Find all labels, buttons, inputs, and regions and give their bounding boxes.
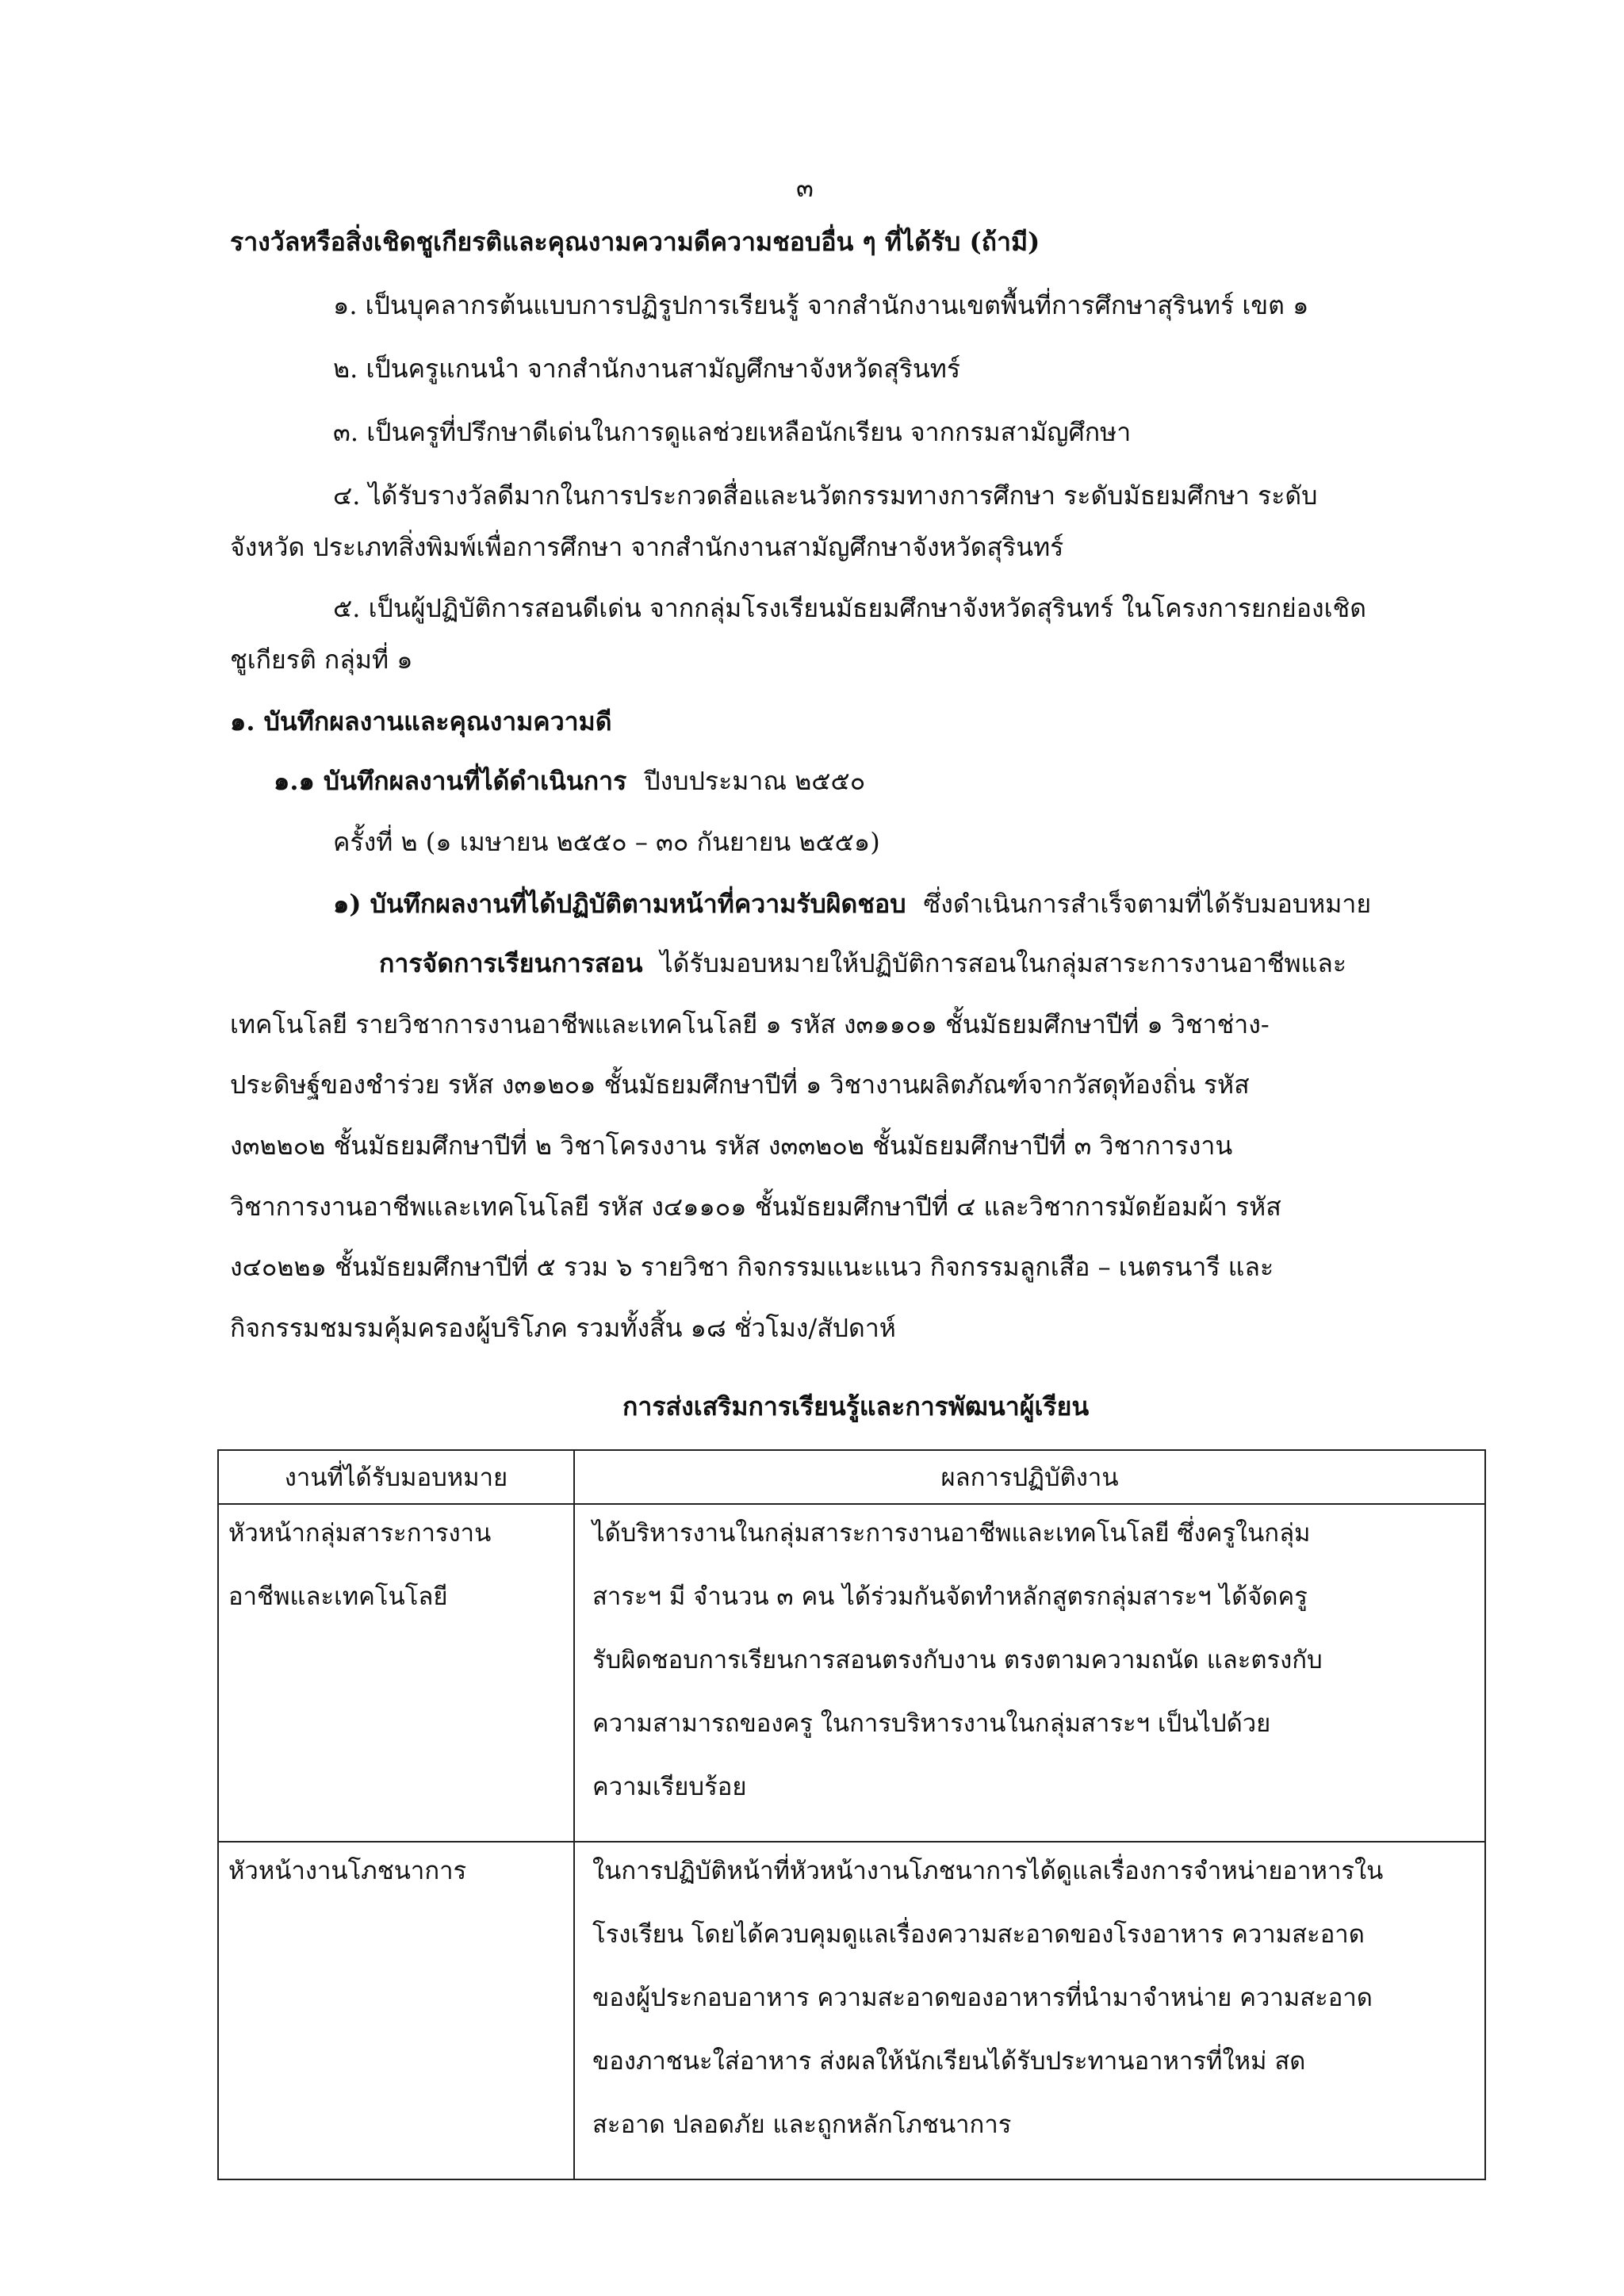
teaching-text: ได้รับมอบหมายให้ปฏิบัติการสอนในกลุ่มสาระการงานอาชีพและ: [660, 948, 1347, 978]
award-item: ๕. เป็นผู้ปฏิบัติการสอนดีเด่น จากกลุ่มโรงเรียนมัธยมศึกษาจังหวัดสุรินทร์ ในโครงการยกย่องเชิด: [333, 593, 1367, 623]
result-line: ของผู้ประกอบอาหาร ความสะอาดของอาหารที่นำมาจำหน่าย ความสะอาด: [592, 1984, 1373, 2012]
task-cell: [218, 1504, 574, 1842]
duty-description: ซึ่งดำเนินการสำเร็จตามที่ได้รับมอบหมาย: [923, 889, 1372, 919]
header-performance-result: ผลการปฏิบัติงาน: [574, 1450, 1485, 1504]
task-cell: [218, 1842, 574, 2179]
result-line: สาระฯ มี จำนวน ๓ คน ได้ร่วมกันจัดทำหลักสูตรกลุ่มสาระฯ ได้จัดครู: [592, 1582, 1308, 1611]
table-row: [218, 1842, 1485, 2179]
page-number: ๓: [796, 173, 814, 203]
budget-year: ปีงบประมาณ ๒๕๕๐: [644, 766, 866, 796]
award-item: ๔. ได้รับรางวัลดีมากในการประกวดสื่อและนวัตกรรมทางการศึกษา ระดับมัธยมศึกษา ระดับ: [333, 480, 1318, 511]
task-line: หัวหน้ากลุ่มสาระการงาน: [228, 1519, 492, 1548]
result-line: ของภาชนะใส่อาหาร ส่งผลให้นักเรียนได้รับประทานอาหารที่ใหม่ สด: [592, 2047, 1306, 2076]
table-row: [218, 1504, 1485, 1842]
result-line: รับผิดชอบการเรียนการสอนตรงกับงาน ตรงตามความถนัด และตรงกับ: [592, 1646, 1323, 1674]
teaching-text: ง๓๒๒๐๒ ชั้นมัธยมศึกษาปีที่ ๒ วิชาโครงงาน รหัส ง๓๓๒๐๒ ชั้นมัธยมศึกษาปีที่ ๓ วิชาการงาน: [230, 1131, 1233, 1161]
header-assigned-task: งานที่ได้รับมอบหมาย: [218, 1450, 574, 1504]
teaching-text: ประดิษฐ์ของชำร่วย รหัส ง๓๑๒๐๑ ชั้นมัธยมศึกษาปีที่ ๑ วิชางานผลิตภัณฑ์จากวัสดุท้องถิ่น รหัส: [230, 1070, 1250, 1100]
awards-heading: รางวัลหรือสิ่งเชิดชูเกียรติและคุณงามความดีความชอบอื่น ๆ ที่ได้รับ (ถ้ามี): [230, 227, 1040, 257]
performance-table: [217, 1449, 1486, 2180]
teaching-text: วิชาการงานอาชีพและเทคโนโลยี รหัส ง๔๑๑๐๑ ชั้นมัธยมศึกษาปีที่ ๔ และวิชาการมัดย้อมผ้า รหัส: [230, 1192, 1281, 1222]
round-period: ครั้งที่ ๒ (๑ เมษายน ๒๕๕๐ – ๓๐ กันยายน ๒๕๕๑): [333, 827, 880, 857]
teaching-text: ง๔๐๒๒๑ ชั้นมัธยมศึกษาปีที่ ๕ รวม ๖ รายวิชา กิจกรรมแนะแนว กิจกรรมลูกเสือ – เนตรนารี และ: [230, 1252, 1274, 1282]
teaching-text: เทคโนโลยี รายวิชาการงานอาชีพและเทคโนโลยี ๑ รหัส ง๓๑๑๐๑ ชั้นมัธยมศึกษาปีที่ ๑ วิชาช่าง-: [230, 1009, 1270, 1039]
duty-line: [333, 886, 1371, 921]
duty-heading: ๑) บันทึกผลงานที่ได้ปฏิบัติตามหน้าที่ความรับผิดชอบ: [333, 889, 906, 919]
table-header-row: [218, 1450, 1485, 1504]
task-line: หัวหน้างานโภชนาการ: [228, 1857, 467, 1885]
result-cell: [574, 1842, 1485, 2179]
result-line: ความเรียบร้อย: [592, 1773, 747, 1801]
result-line: ได้บริหารงานในกลุ่มสาระการงานอาชีพและเทคโนโลยี ซึ่งครูในกลุ่ม: [592, 1519, 1311, 1548]
award-item: ๓. เป็นครูที่ปรึกษาดีเด่นในการดูแลช่วยเหลือนักเรียน จากกรมสามัญศึกษา: [333, 417, 1132, 447]
teaching-heading: การจัดการเรียนการสอน: [379, 948, 643, 978]
award-item: ๑. เป็นบุคลากรต้นแบบการปฏิรูปการเรียนรู้ จากสำนักงานเขตพื้นที่การศึกษาสุรินทร์ เขต ๑: [333, 290, 1309, 320]
sub-heading: ๑.๑ บันทึกผลงานที่ได้ดำเนินการ: [274, 766, 627, 796]
result-line: ความสามารถของครู ในการบริหารงานในกลุ่มสาระฯ เป็นไปด้วย: [592, 1709, 1271, 1738]
teaching-text: กิจกรรมชมรมคุ้มครองผู้บริโภค รวมทั้งสิ้น ๑๘ ชั่วโมง/สัปดาห์: [230, 1313, 896, 1343]
award-item-continued: จังหวัด ประเภทสิ่งพิมพ์เพื่อการศึกษา จากสำนักงานสามัญศึกษาจังหวัดสุรินทร์: [230, 532, 1064, 562]
result-line: สะอาด ปลอดภัย และถูกหลักโภชนาการ: [592, 2110, 1012, 2139]
table-title: การส่งเสริมการเรียนรู้และการพัฒนาผู้เรียน: [622, 1391, 1090, 1422]
award-item-continued: ชูเกียรติ กลุ่มที่ ๑: [230, 645, 413, 675]
result-line: โรงเรียน โดยได้ควบคุมดูแลเรื่องความสะอาดของโรงอาหาร ความสะอาด: [592, 1920, 1365, 1949]
award-item: ๒. เป็นครูแกนนำ จากสำนักงานสามัญศึกษาจังหวัดสุรินทร์: [333, 354, 961, 384]
result-cell: [574, 1504, 1485, 1842]
teaching-line: [379, 946, 1346, 981]
result-line: ในการปฏิบัติหน้าที่หัวหน้างานโภชนาการได้ดูแลเรื่องการจำหน่ายอาหารใน: [592, 1857, 1384, 1885]
task-line: อาชีพและเทคโนโลยี: [228, 1582, 448, 1611]
section-heading: ๑. บันทึกผลงานและคุณงามความดี: [230, 706, 612, 737]
sub-heading-line: [274, 763, 865, 798]
